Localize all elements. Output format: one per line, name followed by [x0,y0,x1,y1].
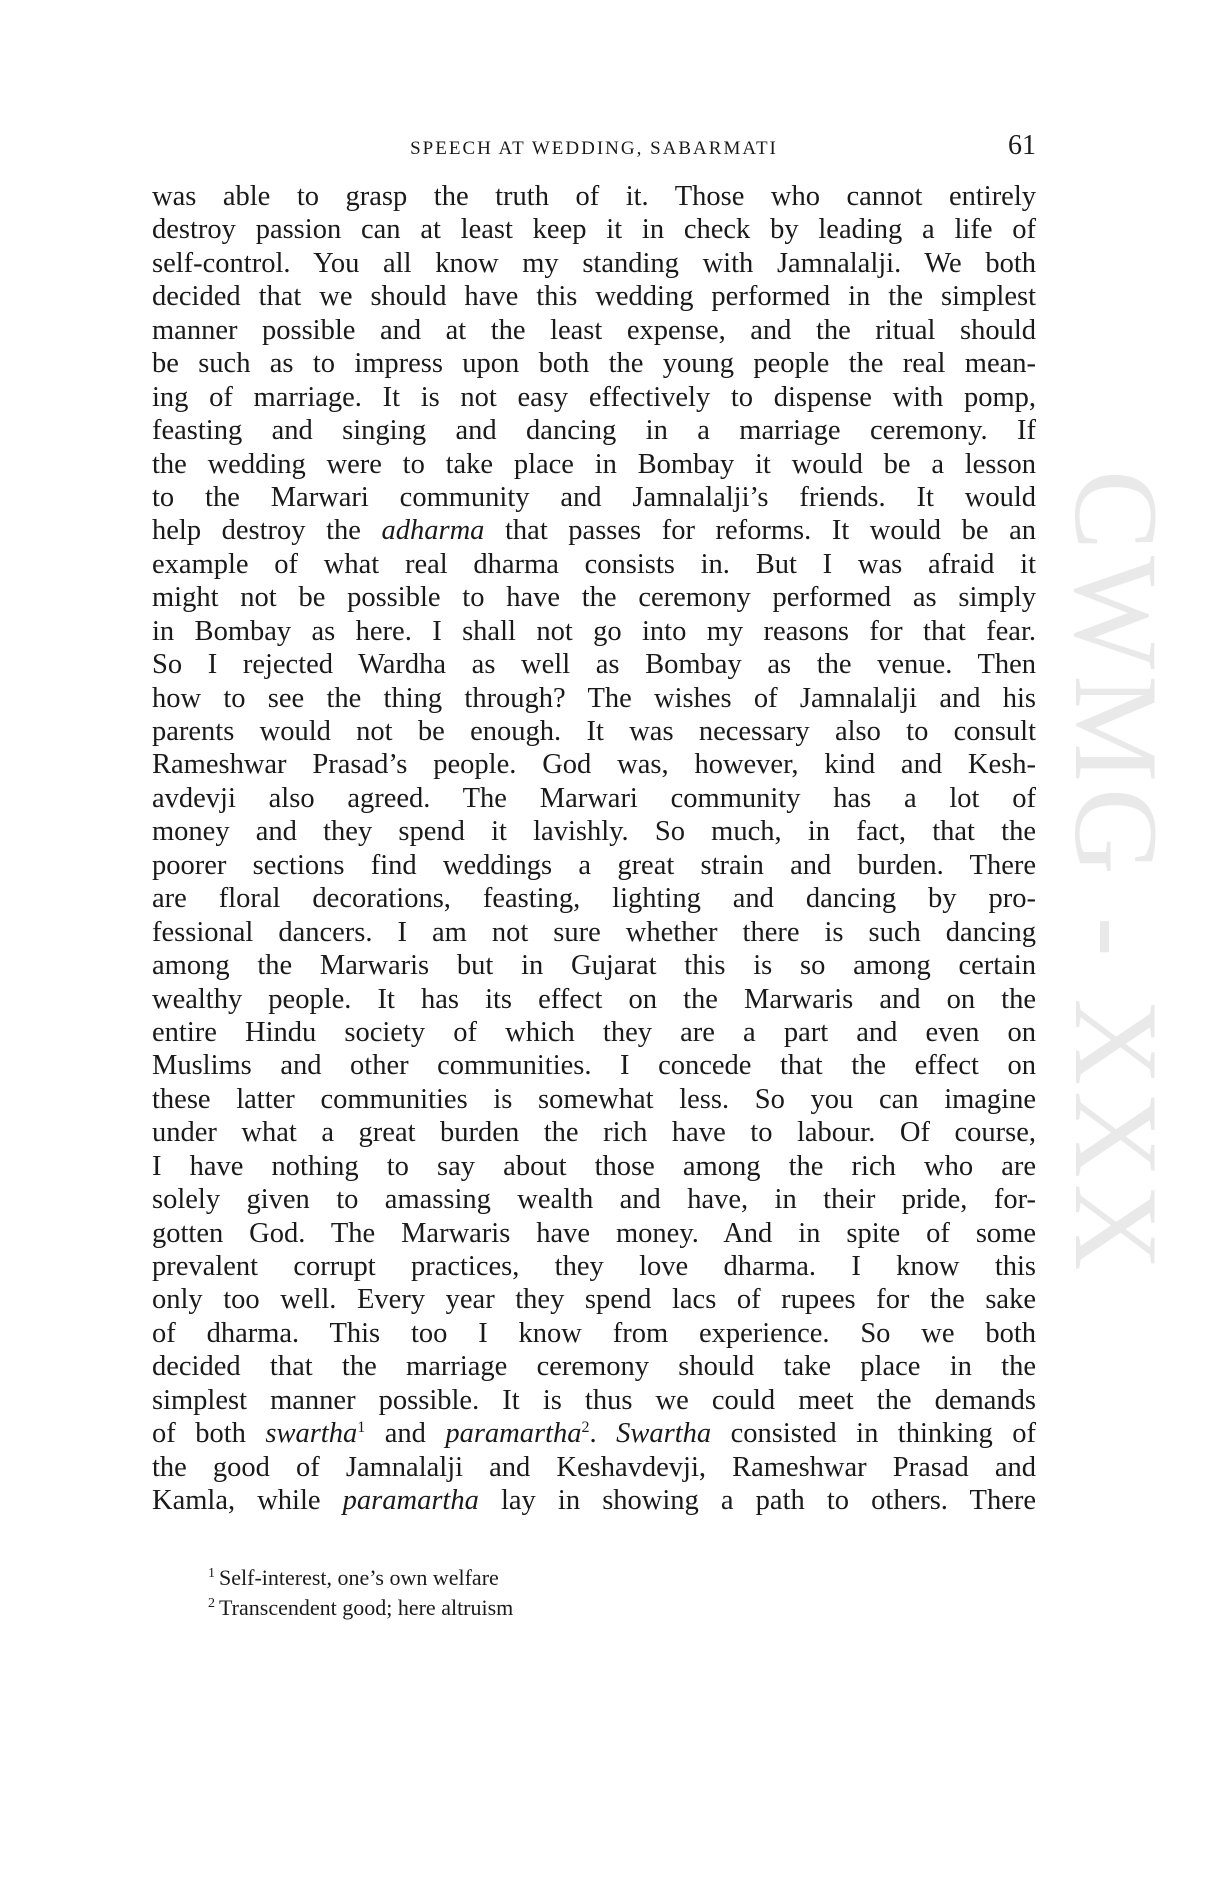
page-number: 61 [1008,130,1036,161]
footnote-text: Self-interest, one’s own welfare [219,1565,499,1590]
running-title: SPEECH AT WEDDING, SABARMATI [410,138,778,159]
italic-term: paramartha [445,1418,582,1450]
text-line [152,1484,1036,1517]
text-run: Kamla, while [152,1485,343,1517]
text-run: consisted in thinking of [711,1418,1036,1450]
text-line: the wedding were to take place in Bombay it would be a lesson [152,448,1036,480]
footnote-ref: 1 [357,1419,366,1437]
footnote-text: Transcendent good; here altruism [219,1595,514,1620]
italic-term: paramartha [342,1485,479,1517]
text-line: in Bombay as here. I shall not go into my reasons for that fear. [152,615,1036,647]
text-line: under what a great burden the rich have to labour. Of course, [152,1117,1036,1149]
text-line: gotten God. The Marwaris have money. And in spite of some [152,1217,1036,1249]
text-line: money and they spend it lavishly. So much, in fact, that the [152,816,1036,848]
text-run: help destroy the [152,515,382,547]
text-line: manner possible and at the least expense, and the ritual should [152,314,1036,346]
text-run: . [589,1418,617,1450]
footnote [208,1593,513,1623]
text-line: avdevji also agreed. The Marwari community has a lot of [152,782,1036,814]
text-line: Rameshwar Prasad’s people. God was, however, kind and Kesh- [152,749,1036,781]
text-line: was able to grasp the truth of it. Those who cannot entirely [152,181,1036,212]
footnote-mark: 2 [208,1596,215,1611]
text-line: decided that the marriage ceremony should take place in the [152,1351,1036,1383]
text-line: I have nothing to say about those among the rich who are [152,1150,1036,1182]
text-line: self-control. You all know my standing with Jamnalalji. We both [152,247,1036,279]
italic-term: adharma [381,515,485,547]
footnote [208,1563,513,1593]
text-line: be such as to impress upon both the young people the real mean- [152,348,1036,380]
text-line: among the Marwaris but in Gujarat this is so among certain [152,950,1036,982]
text-line [152,514,1036,547]
footnote-mark: 1 [208,1566,215,1581]
text-line: these latter communities is somewhat less. So you can imagine [152,1083,1036,1115]
text-line: the good of Jamnalalji and Keshavdevji, Rameshwar Prasad and [152,1451,1036,1483]
watermark: CWMG - XXX [1050,470,1183,1277]
text-line: fessional dancers. I am not sure whether there is such dancing [152,916,1036,948]
text-run: and [365,1418,446,1450]
text-line [152,1417,1036,1450]
text-line: are floral decorations, feasting, lighting and dancing by pro- [152,883,1036,915]
text-line: only too well. Every year they spend lacs of rupees for the sake [152,1284,1036,1316]
italic-term: Swartha [616,1418,712,1450]
text-line: prevalent corrupt practices, they love dharma. I know this [152,1251,1036,1282]
text-line: feasting and singing and dancing in a marriage ceremony. If [152,415,1036,447]
running-head [152,130,1036,168]
italic-term: swartha [265,1418,358,1450]
text-line: destroy passion can at least keep it in check by leading a life of [152,214,1036,246]
text-line: So I rejected Wardha as well as Bombay as the venue. Then [152,649,1036,681]
footnote-ref: 2 [581,1419,590,1437]
text-line: of dharma. This too I know from experience. So we both [152,1317,1036,1349]
text-line: entire Hindu society of which they are a part and even on [152,1016,1036,1048]
text-line: Muslims and other communities. I concede that the effect on [152,1050,1036,1082]
text-line: to the Marwari community and Jamnalalji’s friends. It would [152,481,1036,513]
text-run: that passes for reforms. It would be an [484,515,1036,547]
text-line: simplest manner possible. It is thus we could meet the demands [152,1384,1036,1416]
text-run: lay in showing a path to others. There [478,1485,1036,1517]
text-line: decided that we should have this wedding performed in the simplest [152,281,1036,313]
text-line: ing of marriage. It is not easy effectively to dispense with pomp, [152,381,1036,413]
body-text [152,180,1036,1518]
text-line: how to see the thing through? The wishes of Jamnalalji and his [152,682,1036,714]
text-line: wealthy people. It has its effect on the Marwaris and on the [152,983,1036,1015]
text-line: might not be possible to have the ceremony performed as simply [152,582,1036,614]
text-run: of both [152,1418,266,1450]
footnotes [208,1563,513,1623]
text-line: example of what real dharma consists in. But I was afraid it [152,548,1036,580]
text-line: parents would not be enough. It was necessary also to consult [152,716,1036,747]
text-line: solely given to amassing wealth and have, in their pride, for- [152,1184,1036,1216]
text-line: poorer sections find weddings a great strain and burden. There [152,849,1036,881]
